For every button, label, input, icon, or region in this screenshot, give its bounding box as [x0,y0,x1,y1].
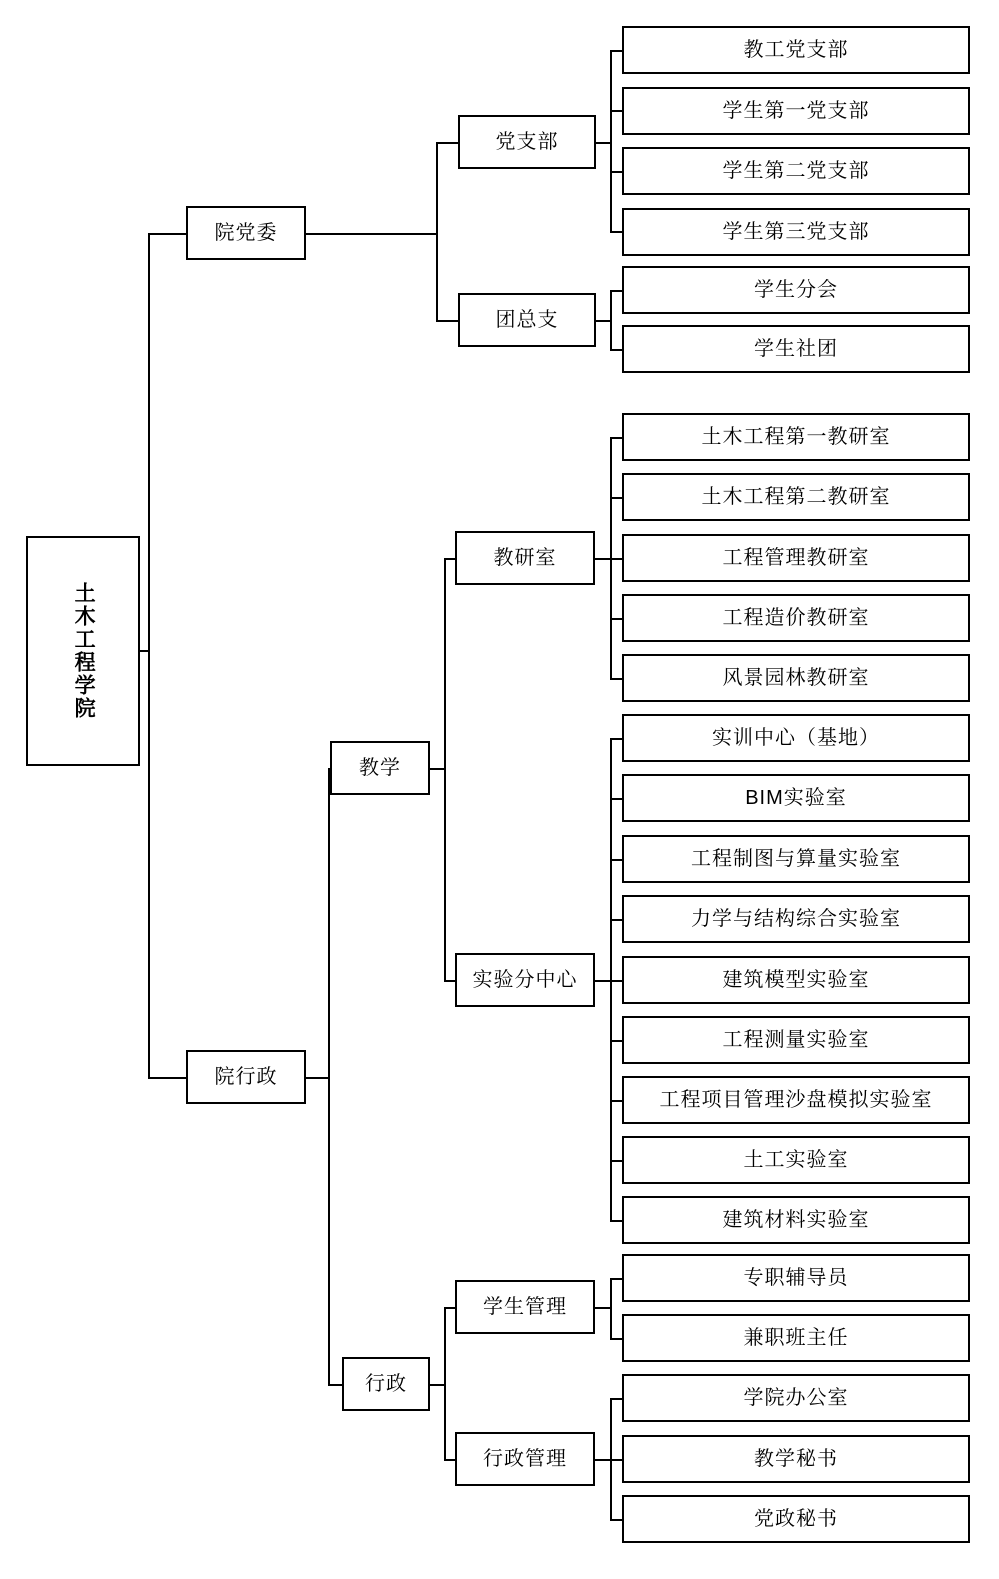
connector-to-dangzhibu [436,142,458,144]
leaf-jianzhu-moxing-shiyanshi[interactable]: 建筑模型实验室 [622,956,970,1004]
leaf-xuesheng-fenhui[interactable]: 学生分会 [622,266,970,314]
connector-dangzhibu-spine [610,50,612,232]
connector-xingzheng2-vert [444,1307,446,1459]
leaf-bim-shiyanshi[interactable]: BIM实验室 [622,774,970,822]
connector-xingzheng-guanli-leaf-2 [610,1519,622,1521]
connector-shiyan-leaf-7 [610,1160,622,1162]
connector-xuesheng-guanli-spine [610,1278,612,1338]
connector-jiaoyanshi-leaf-4 [610,678,622,680]
leaf-tumu-dier-jiaoyanshi[interactable]: 土木工程第二教研室 [622,473,970,521]
connector-trunk-dangwei [148,233,186,235]
connector-shiyan-leaf-6 [610,1100,622,1102]
node-yuan-dangwei[interactable]: 院党委 [186,206,306,260]
leaf-gongcheng-celiang-shiyanshi[interactable]: 工程测量实验室 [622,1016,970,1064]
connector-shiyan-leaf-5 [610,1040,622,1042]
leaf-xuesheng-dier-dangzhibu[interactable]: 学生第二党支部 [622,147,970,195]
leaf-jianzhu-cailiao-shiyanshi[interactable]: 建筑材料实验室 [622,1196,970,1244]
leaf-tugong-shiyanshi[interactable]: 土工实验室 [622,1136,970,1184]
connector-dangzhibu-leaf-1 [610,110,622,112]
leaf-jiaogong-dangzhibu[interactable]: 教工党支部 [622,26,970,74]
connector-shiyan-leaf-4 [610,980,622,982]
connector-shiyan-leaf-8 [610,1220,622,1222]
node-xingzheng[interactable]: 行政 [342,1357,430,1411]
connector-tuanzongzhi-leaf-1 [610,349,622,351]
connector-shiyan-leaf-1 [610,798,622,800]
connector-root-trunk [148,233,150,1078]
connector-xingzheng-guanli-leaf-0 [610,1398,622,1400]
node-xingzheng-guanli[interactable]: 行政管理 [455,1432,595,1486]
node-jiaoyanshi[interactable]: 教研室 [455,531,595,585]
connector-to-tuanzongzhi [436,320,458,322]
leaf-jiaoxue-mishu[interactable]: 教学秘书 [622,1435,970,1483]
leaf-tumu-diyi-jiaoyanshi[interactable]: 土木工程第一教研室 [622,413,970,461]
node-root[interactable]: 土木工程学院 [26,536,140,766]
connector-shiyan-leaf-0 [610,738,622,740]
connector-dangzhibu-leaf-0 [610,50,622,52]
connector-shiyan-leaf-2 [610,859,622,861]
leaf-zhitu-suanliang-shiyanshi[interactable]: 工程制图与算量实验室 [622,835,970,883]
node-tuanzongzhi[interactable]: 团总支 [458,293,596,347]
leaf-shixun-zhongxin[interactable]: 实训中心（基地） [622,714,970,762]
leaf-gongcheng-guanli-jiaoyanshi[interactable]: 工程管理教研室 [622,534,970,582]
leaf-xuesheng-disan-dangzhibu[interactable]: 学生第三党支部 [622,208,970,256]
node-jiaoxue[interactable]: 教学 [330,741,430,795]
leaf-lixue-jiegou-shiyanshi[interactable]: 力学与结构综合实验室 [622,895,970,943]
leaf-xueyuan-bangongshi[interactable]: 学院办公室 [622,1374,970,1422]
connector-dangwei-vert [436,142,438,322]
connector-jiaoyanshi-leaf-2 [610,558,622,560]
connector-jiaoxue-vert [444,558,446,980]
leaf-gongcheng-zaojia-jiaoyanshi[interactable]: 工程造价教研室 [622,594,970,642]
node-dangzhibu[interactable]: 党支部 [458,115,596,169]
connector-dangwei-out [306,233,436,235]
leaf-dangzheng-mishu[interactable]: 党政秘书 [622,1495,970,1543]
connector-dangzhibu-leaf-2 [610,171,622,173]
connector-xuesheng-guanli-leaf-1 [610,1338,622,1340]
leaf-xuesheng-diyi-dangzhibu[interactable]: 学生第一党支部 [622,87,970,135]
leaf-fengjing-yuanlin-jiaoyanshi[interactable]: 风景园林教研室 [622,654,970,702]
connector-jiaoyanshi-leaf-3 [610,618,622,620]
connector-jiaoyanshi-leaf-1 [610,497,622,499]
node-yuan-xingzheng[interactable]: 院行政 [186,1050,306,1104]
connector-dangzhibu-leaf-3 [610,231,622,233]
leaf-shapan-moni-shiyanshi[interactable]: 工程项目管理沙盘模拟实验室 [622,1076,970,1124]
connector-xuesheng-guanli-leaf-0 [610,1278,622,1280]
connector-shiyan-spine [610,738,612,1220]
connector-jiaoxue-out [430,768,444,770]
node-shiyan-fenzhongxin[interactable]: 实验分中心 [455,953,595,1007]
leaf-zhuanzhi-fudaoyuan[interactable]: 专职辅导员 [622,1254,970,1302]
connector-shiyan-leaf-3 [610,919,622,921]
connector-xingzheng-out [306,1077,328,1079]
node-xuesheng-guanli[interactable]: 学生管理 [455,1280,595,1334]
connector-xingzheng-vert [328,768,330,1385]
leaf-jianzhi-banzhuren[interactable]: 兼职班主任 [622,1314,970,1362]
connector-tuanzongzhi-spine [610,290,612,350]
connector-tuanzongzhi-leaf-0 [610,290,622,292]
connector-trunk-xingzheng [148,1077,186,1079]
connector-xingzheng2-out [430,1384,444,1386]
connector-jiaoyanshi-leaf-0 [610,437,622,439]
leaf-xuesheng-shetuan[interactable]: 学生社团 [622,325,970,373]
connector-xingzheng-guanli-leaf-1 [610,1459,622,1461]
